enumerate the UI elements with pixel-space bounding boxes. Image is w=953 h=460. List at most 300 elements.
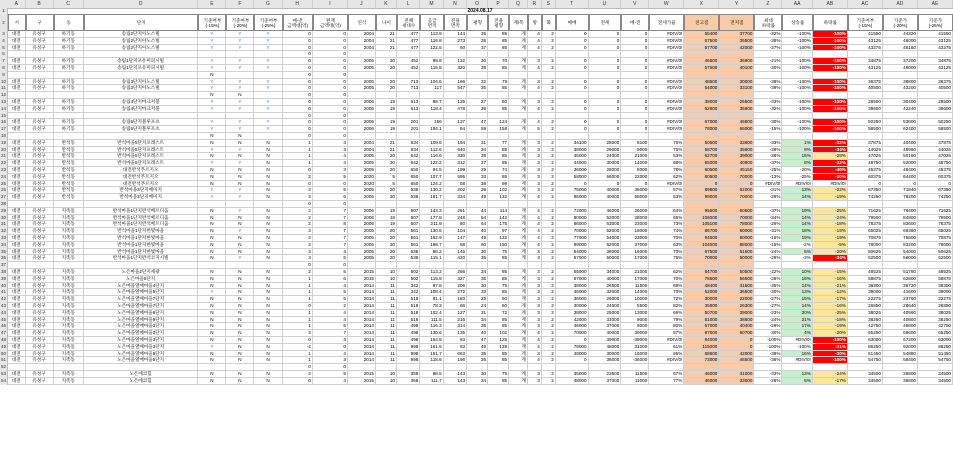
table-cell[interactable]: 85 — [488, 160, 509, 167]
table-cell[interactable]: 56500 — [719, 276, 754, 283]
table-cell[interactable]: 노은마을열매마을7단지 — [84, 296, 198, 303]
table-cell[interactable]: 37000 — [621, 242, 649, 249]
table-cell[interactable]: 반석마을5단지포레스트 — [84, 153, 198, 160]
table-cell[interactable]: 0 — [313, 31, 348, 38]
table-cell[interactable] — [198, 364, 226, 371]
table-cell[interactable]: 0 — [556, 45, 589, 52]
table-cell[interactable] — [84, 133, 198, 140]
table-cell[interactable]: 62% — [649, 269, 684, 276]
table-cell[interactable]: 2 — [542, 330, 556, 337]
table-cell[interactable] — [813, 201, 848, 208]
table-cell[interactable]: 1 — [283, 147, 313, 154]
table-cell[interactable] — [621, 133, 649, 140]
table-cell[interactable]: 노은마을열매마을7단지 — [84, 303, 198, 310]
table-cell[interactable]: 2006 — [348, 99, 376, 106]
table-cell[interactable]: #DIV/0! — [649, 337, 684, 344]
table-cell[interactable]: -13% — [754, 174, 782, 181]
table-cell[interactable] — [420, 364, 443, 371]
row-number[interactable]: 29 — [0, 207, 6, 213]
table-cell[interactable]: 16% — [782, 351, 812, 358]
table-cell[interactable]: -100% — [782, 38, 812, 45]
table-cell[interactable]: 175 — [488, 221, 509, 228]
table-cell[interactable]: -100% — [782, 65, 812, 72]
table-cell[interactable]: 유성구 — [26, 283, 54, 290]
table-cell[interactable]: -24% — [813, 371, 848, 378]
table-cell[interactable]: 998 — [397, 344, 420, 351]
table-cell[interactable]: 대전 — [8, 317, 26, 324]
table-cell[interactable]: 4 — [313, 310, 348, 317]
table-cell[interactable]: 26000 — [621, 208, 649, 215]
table-cell[interactable]: 0 — [621, 38, 649, 45]
table-cell[interactable]: 40 — [467, 330, 488, 337]
table-cell[interactable]: 계 — [509, 208, 528, 215]
table-cell[interactable]: 지족동 — [54, 310, 84, 317]
table-cell[interactable]: 2014 — [348, 303, 376, 310]
table-cell[interactable] — [754, 262, 782, 269]
table-cell[interactable]: 37200 — [883, 58, 918, 65]
table-cell[interactable]: 0 — [313, 65, 348, 72]
table-cell[interactable]: 대전 — [8, 194, 26, 201]
table-cell[interactable]: 4 — [313, 317, 348, 324]
table-cell[interactable]: 50250 — [848, 119, 883, 126]
table-cell[interactable]: 43125 — [848, 65, 883, 72]
table-cell[interactable] — [226, 201, 254, 208]
header-cell[interactable]: 기준여부 (-20%) — [226, 14, 254, 31]
table-cell[interactable]: 2005 — [348, 153, 376, 160]
table-cell[interactable] — [848, 72, 883, 79]
table-cell[interactable]: 35000 — [556, 371, 589, 378]
table-cell[interactable] — [528, 51, 542, 58]
table-cell[interactable]: N — [226, 337, 254, 344]
table-cell[interactable]: 하기동 — [54, 126, 84, 133]
table-cell[interactable]: 650 — [397, 181, 420, 188]
column-letter-w[interactable]: W — [649, 0, 684, 8]
table-cell[interactable]: N — [254, 174, 282, 181]
table-cell[interactable]: 2 — [542, 235, 556, 242]
table-cell[interactable]: 노은마을열매마을5단지 — [84, 357, 198, 364]
table-cell[interactable]: 31000 — [621, 344, 649, 351]
row-number[interactable]: 10 — [0, 78, 6, 84]
table-cell[interactable]: 지족동 — [54, 378, 84, 385]
table-cell[interactable]: 송림2단지아노스빌 — [84, 38, 198, 45]
table-cell[interactable] — [8, 72, 26, 79]
table-cell[interactable] — [649, 72, 684, 79]
table-cell[interactable]: 74 — [488, 167, 509, 174]
table-cell[interactable]: 0 — [556, 357, 589, 364]
table-cell[interactable] — [883, 92, 918, 99]
table-cell[interactable] — [649, 262, 684, 269]
table-cell[interactable]: 4 — [528, 31, 542, 38]
table-cell[interactable]: 유성구 — [26, 31, 54, 38]
table-cell[interactable]: 43200 — [883, 85, 918, 92]
table-cell[interactable]: 67350 — [918, 187, 953, 194]
table-cell[interactable]: 지족동 — [54, 344, 84, 351]
table-cell[interactable]: 3 — [528, 310, 542, 317]
table-cell[interactable]: 85 — [488, 106, 509, 113]
table-cell[interactable]: N — [198, 153, 226, 160]
table-cell[interactable]: Y — [198, 194, 226, 201]
table-cell[interactable]: 561 — [397, 228, 420, 235]
table-cell[interactable] — [719, 364, 754, 371]
table-cell[interactable]: N — [198, 208, 226, 215]
table-cell[interactable]: -31% — [754, 187, 782, 194]
table-cell[interactable] — [8, 364, 26, 371]
table-cell[interactable]: N — [226, 269, 254, 276]
table-cell[interactable]: Y — [226, 187, 254, 194]
table-cell[interactable]: 6 — [313, 276, 348, 283]
table-cell[interactable]: -30% — [754, 330, 782, 337]
table-cell[interactable]: 9000 — [621, 317, 649, 324]
table-cell[interactable]: 10 — [376, 269, 397, 276]
table-cell[interactable]: 67500 — [684, 249, 719, 256]
table-cell[interactable]: 대전 — [8, 337, 26, 344]
table-cell[interactable]: 반석마을1단지한빛마을 — [84, 228, 198, 235]
table-cell[interactable]: 노은에코힐 — [84, 371, 198, 378]
table-cell[interactable]: 43125 — [918, 65, 953, 72]
table-cell[interactable]: 25000 — [589, 310, 622, 317]
table-cell[interactable]: 계 — [509, 119, 528, 126]
table-cell[interactable]: N — [254, 344, 282, 351]
table-cell[interactable]: 반석마을3단지예미지 — [84, 187, 198, 194]
table-cell[interactable]: 143.3 — [420, 208, 443, 215]
table-cell[interactable]: 지족동 — [54, 276, 84, 283]
table-cell[interactable] — [348, 133, 376, 140]
table-cell[interactable]: 7 — [313, 330, 348, 337]
table-cell[interactable]: 대전 — [8, 79, 26, 86]
table-cell[interactable]: 계 — [509, 65, 528, 72]
table-cell[interactable]: 0 — [283, 106, 313, 113]
table-cell[interactable] — [397, 262, 420, 269]
table-cell[interactable]: 518 — [397, 296, 420, 303]
table-cell[interactable] — [226, 113, 254, 120]
table-cell[interactable]: 계 — [509, 317, 528, 324]
table-cell[interactable] — [589, 262, 622, 269]
column-letter-o[interactable]: O — [467, 0, 488, 8]
row-number[interactable]: 49 — [0, 343, 6, 349]
table-cell[interactable] — [254, 72, 282, 79]
table-cell[interactable]: 74250 — [918, 194, 953, 201]
table-cell[interactable]: 34100 — [556, 140, 589, 147]
table-cell[interactable]: 69360 — [883, 228, 918, 235]
table-cell[interactable]: -31% — [813, 344, 848, 351]
table-cell[interactable]: N — [226, 289, 254, 296]
table-cell[interactable] — [621, 201, 649, 208]
table-cell[interactable]: 71625 — [918, 208, 953, 215]
table-cell[interactable]: 64400 — [883, 174, 918, 181]
table-cell[interactable]: 58000 — [556, 174, 589, 181]
table-cell[interactable]: 85 — [488, 147, 509, 154]
table-cell[interactable]: 3 — [283, 255, 313, 262]
table-cell[interactable]: N — [198, 310, 226, 317]
table-cell[interactable]: 70000 — [719, 174, 754, 181]
table-cell[interactable]: 502 — [397, 276, 420, 283]
table-cell[interactable] — [397, 201, 420, 208]
table-cell[interactable]: 27 — [467, 99, 488, 106]
table-cell[interactable]: 38025 — [848, 310, 883, 317]
table-cell[interactable]: -100% — [813, 31, 848, 38]
table-cell[interactable]: -100% — [813, 106, 848, 113]
table-cell[interactable]: 536 — [397, 255, 420, 262]
table-cell[interactable]: 88000 — [719, 242, 754, 249]
table-cell[interactable]: 44000 — [556, 160, 589, 167]
table-cell[interactable]: 4 — [313, 160, 348, 167]
table-cell[interactable] — [589, 72, 622, 79]
table-cell[interactable] — [348, 201, 376, 208]
table-cell[interactable]: 20 — [376, 79, 397, 86]
table-cell[interactable]: 대전 — [8, 99, 26, 106]
table-cell[interactable] — [542, 72, 556, 79]
table-cell[interactable]: 노은마을열매마을4단지 — [84, 283, 198, 290]
table-cell[interactable]: 650 — [397, 174, 420, 181]
table-cell[interactable]: 8 — [313, 221, 348, 228]
table-cell[interactable]: N — [254, 317, 282, 324]
row-number[interactable]: 53 — [0, 371, 6, 376]
table-cell[interactable]: 161.7 — [420, 351, 443, 358]
table-cell[interactable]: 0 — [313, 364, 348, 371]
table-cell[interactable]: 대전 — [8, 160, 26, 167]
table-cell[interactable]: 78500 — [684, 276, 719, 283]
table-cell[interactable]: 계 — [509, 310, 528, 317]
table-cell[interactable]: 대전 — [8, 269, 26, 276]
table-cell[interactable]: 342 — [397, 289, 420, 296]
table-cell[interactable] — [719, 201, 754, 208]
table-cell[interactable]: 대전 — [8, 126, 26, 133]
table-cell[interactable]: N — [198, 276, 226, 283]
table-cell[interactable]: 0 — [556, 38, 589, 45]
table-cell[interactable]: 13% — [782, 371, 812, 378]
table-cell[interactable]: Y — [198, 126, 226, 133]
table-cell[interactable]: 하기동 — [54, 99, 84, 106]
table-cell[interactable]: 46000 — [556, 289, 589, 296]
table-cell[interactable]: 34500 — [848, 378, 883, 385]
table-cell[interactable]: 104 — [444, 228, 467, 235]
table-cell[interactable]: 54750 — [918, 357, 953, 364]
table-cell[interactable]: 계 — [509, 289, 528, 296]
table-cell[interactable]: 32 — [467, 79, 488, 86]
table-cell[interactable]: -31% — [754, 228, 782, 235]
table-cell[interactable]: 4 — [528, 106, 542, 113]
column-letter-ab[interactable]: AB — [813, 0, 848, 8]
table-cell[interactable]: 반석마을1단지반석베르디움 — [84, 215, 198, 222]
table-cell[interactable]: 2 — [542, 221, 556, 228]
table-cell[interactable]: 대전 — [8, 228, 26, 235]
table-cell[interactable] — [54, 113, 84, 120]
table-cell[interactable]: 하기동 — [54, 31, 84, 38]
table-cell[interactable]: 11500 — [621, 371, 649, 378]
table-cell[interactable]: 노은에코힐 — [84, 378, 198, 385]
table-cell[interactable]: 지족동 — [54, 351, 84, 358]
table-cell[interactable]: 2004 — [348, 45, 376, 52]
table-cell[interactable]: 0 — [313, 201, 348, 208]
table-cell[interactable]: -100% — [782, 45, 812, 52]
table-cell[interactable]: 유성구 — [26, 330, 54, 337]
table-cell[interactable]: 노은마을열매마을9단지 — [84, 317, 198, 324]
table-cell[interactable]: 266 — [444, 269, 467, 276]
table-cell[interactable]: 4 — [528, 45, 542, 52]
table-cell[interactable]: 38025 — [918, 310, 953, 317]
table-cell[interactable]: 248 — [444, 215, 467, 222]
table-cell[interactable]: 0 — [556, 85, 589, 92]
table-cell[interactable]: 420 — [444, 255, 467, 262]
table-cell[interactable]: -36% — [754, 357, 782, 364]
table-cell[interactable]: 0 — [313, 99, 348, 106]
table-cell[interactable]: #DIV/0! — [649, 85, 684, 92]
table-cell[interactable]: 반석동 — [54, 167, 84, 174]
table-cell[interactable]: 26000 — [589, 296, 622, 303]
table-cell[interactable]: 11 — [376, 357, 397, 364]
table-cell[interactable]: 66000 — [719, 126, 754, 133]
table-cell[interactable]: 대전 — [8, 58, 26, 65]
table-cell[interactable]: 82% — [649, 303, 684, 310]
table-cell[interactable]: 3 — [528, 153, 542, 160]
table-cell[interactable]: 2 — [542, 310, 556, 317]
table-cell[interactable]: 34 — [467, 378, 488, 385]
table-cell[interactable]: 0 — [918, 181, 953, 188]
table-cell[interactable]: 0 — [313, 72, 348, 79]
table-cell[interactable]: 4 — [528, 38, 542, 45]
table-cell[interactable]: 42240 — [883, 106, 918, 113]
table-cell[interactable]: 502 — [397, 269, 420, 276]
table-cell[interactable]: N — [198, 249, 226, 256]
table-cell[interactable]: 76400 — [883, 208, 918, 215]
table-cell[interactable]: 계 — [509, 378, 528, 385]
table-cell[interactable]: 0 — [313, 181, 348, 188]
table-cell[interactable]: 3 — [528, 140, 542, 147]
table-cell[interactable]: 20 — [376, 85, 397, 92]
table-cell[interactable] — [397, 364, 420, 371]
table-cell[interactable]: 대전 — [8, 242, 26, 249]
table-cell[interactable]: 36800 — [883, 378, 918, 385]
table-cell[interactable] — [376, 133, 397, 140]
table-cell[interactable]: 노은마을열매마을5단지 — [84, 351, 198, 358]
table-cell[interactable]: -29% — [754, 323, 782, 330]
table-cell[interactable] — [684, 92, 719, 99]
table-cell[interactable] — [488, 92, 509, 99]
table-cell[interactable]: 116.3 — [420, 323, 443, 330]
table-cell[interactable]: 46000 — [883, 65, 918, 72]
table-cell[interactable]: 70875 — [848, 235, 883, 242]
table-cell[interactable]: 47 — [467, 337, 488, 344]
table-cell[interactable]: 송림3단지아노스빌 — [84, 79, 198, 86]
table-cell[interactable]: 312 — [444, 160, 467, 167]
table-cell[interactable]: 99000 — [684, 194, 719, 201]
table-cell[interactable] — [467, 133, 488, 140]
table-cell[interactable]: 1 — [283, 351, 313, 358]
table-cell[interactable]: 9000 — [621, 323, 649, 330]
table-cell[interactable]: 유성구 — [26, 79, 54, 86]
table-cell[interactable] — [84, 201, 198, 208]
table-cell[interactable]: 62800 — [883, 276, 918, 283]
table-cell[interactable]: 대전 — [8, 153, 26, 160]
table-cell[interactable]: 642 — [397, 153, 420, 160]
table-cell[interactable]: 0 — [283, 378, 313, 385]
table-cell[interactable] — [848, 364, 883, 371]
table-cell[interactable]: Y — [226, 160, 254, 167]
table-cell[interactable]: 계 — [509, 106, 528, 113]
table-cell[interactable]: 46000 — [684, 378, 719, 385]
table-cell[interactable]: 2 — [542, 242, 556, 249]
table-cell[interactable] — [226, 72, 254, 79]
table-cell[interactable]: 2005 — [348, 194, 376, 201]
table-cell[interactable]: N — [254, 242, 282, 249]
table-cell[interactable] — [528, 92, 542, 99]
table-cell[interactable]: N — [254, 215, 282, 222]
table-cell[interactable]: 4 — [528, 357, 542, 364]
table-cell[interactable] — [542, 262, 556, 269]
table-cell[interactable]: 2014 — [348, 289, 376, 296]
header-cell[interactable]: 기준여부 (-15%) — [198, 14, 226, 31]
table-cell[interactable]: 84000 — [684, 337, 719, 344]
table-cell[interactable]: 72 — [488, 310, 509, 317]
table-cell[interactable]: 45600 — [883, 323, 918, 330]
table-cell[interactable]: N — [226, 181, 254, 188]
table-cell[interactable]: 33 — [467, 289, 488, 296]
table-cell[interactable]: N — [254, 296, 282, 303]
table-cell[interactable]: 계 — [509, 235, 528, 242]
table-cell[interactable]: 31000 — [719, 371, 754, 378]
table-cell[interactable]: 13% — [782, 289, 812, 296]
table-cell[interactable] — [528, 262, 542, 269]
table-cell[interactable]: 3 — [528, 99, 542, 106]
table-cell[interactable]: 104.6 — [420, 79, 443, 86]
table-cell[interactable]: 지족동 — [54, 296, 84, 303]
table-cell[interactable]: 89800 — [684, 187, 719, 194]
table-cell[interactable]: 70% — [649, 289, 684, 296]
table-cell[interactable]: 30400 — [883, 99, 918, 106]
table-cell[interactable]: Y — [198, 106, 226, 113]
table-cell[interactable]: 78000 — [684, 126, 719, 133]
table-cell[interactable]: 23500 — [589, 371, 622, 378]
table-cell[interactable]: N — [198, 323, 226, 330]
table-cell[interactable]: 대전 — [8, 208, 26, 215]
table-cell[interactable]: 46000 — [589, 208, 622, 215]
table-cell[interactable] — [397, 92, 420, 99]
table-cell[interactable]: 3 — [283, 330, 313, 337]
table-cell[interactable]: 161.5 — [420, 344, 443, 351]
table-cell[interactable]: 85 — [488, 317, 509, 324]
table-cell[interactable] — [226, 364, 254, 371]
table-cell[interactable]: 송림3단지아노스빌 — [84, 85, 198, 92]
table-cell[interactable]: 36 — [467, 357, 488, 364]
table-cell[interactable]: 0 — [283, 133, 313, 140]
table-cell[interactable]: Y — [254, 106, 282, 113]
table-cell[interactable]: N — [198, 228, 226, 235]
table-cell[interactable] — [918, 262, 953, 269]
table-cell[interactable]: N — [226, 344, 254, 351]
table-cell[interactable]: -100% — [782, 31, 812, 38]
table-cell[interactable]: 2 — [542, 228, 556, 235]
row-number[interactable]: 45 — [0, 316, 6, 322]
table-cell[interactable]: 16000 — [621, 351, 649, 358]
table-cell[interactable]: 79500 — [848, 215, 883, 222]
table-cell[interactable]: 0 — [589, 58, 622, 65]
table-cell[interactable]: 20 — [376, 153, 397, 160]
table-cell[interactable]: 51450 — [918, 351, 953, 358]
table-cell[interactable] — [348, 113, 376, 120]
table-cell[interactable]: 34000 — [589, 269, 622, 276]
table-cell[interactable]: 36900 — [719, 58, 754, 65]
table-cell[interactable]: 5 — [313, 269, 348, 276]
table-cell[interactable]: 2 — [542, 187, 556, 194]
table-cell[interactable]: Y — [198, 85, 226, 92]
table-cell[interactable]: 713 — [397, 79, 420, 86]
table-cell[interactable]: 36800 — [883, 371, 918, 378]
table-cell[interactable]: 20 — [376, 167, 397, 174]
row-number[interactable]: 48 — [0, 337, 6, 342]
table-cell[interactable]: 60375 — [918, 174, 953, 181]
table-cell[interactable]: 36 — [467, 106, 488, 113]
table-cell[interactable]: 3 — [528, 276, 542, 283]
